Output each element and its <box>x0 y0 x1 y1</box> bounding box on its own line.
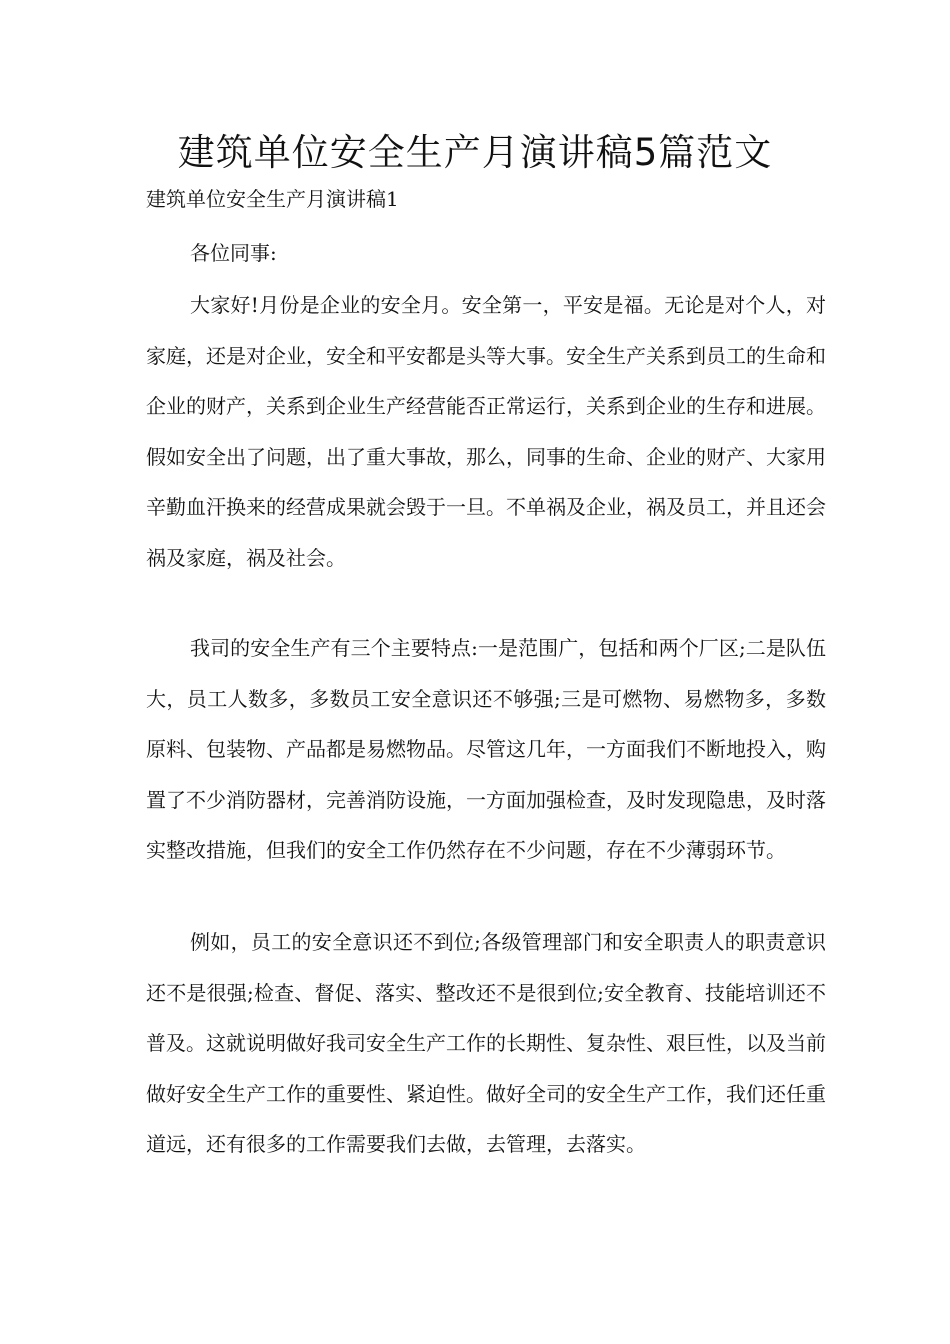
greeting: 各位同事: <box>190 241 277 265</box>
paragraph: 例如，员工的安全意识还不到位;各级管理部门和安全职责人的职责意识还不是很强;检查、督促、落实、整改还不是很到位;安全教育、技能培训还不普及。这就说明做好我司安全生产工作的长期性、复杂性、艰巨性，以及当前做好安全生产工作的重要性、紧迫性。做好全司的安全生产工作，我们还任重道远，还有很多的工作需要我们去做，去管理，去落实。 <box>146 930 826 1156</box>
paragraph: 我司的安全生产有三个主要特点:一是范围广，包括和两个厂区;二是队伍大，员工人数多，多数员工安全意识还不够强;三是可燃物、易燃物多，多数原料、包装物、产品都是易燃物品。尽管这几年，一方面我们不断地投入，购置了不少消防器材，完善消防设施，一方面加强检查，及时发现隐患，及时落实整改措施，但我们的安全工作仍然存在不少问题，存在不少薄弱环节。 <box>146 636 826 862</box>
paragraph: 大家好!月份是企业的安全月。安全第一，平安是福。无论是对个人，对家庭，还是对企业，安全和平安都是头等大事。安全生产关系到员工的生命和企业的财产，关系到企业生产经营能否正常运行，关系到企业的生存和进展。假如安全出了问题，出了重大事故，那么，同事的生命、企业的财产、大家用辛勤血汗换来的经营成果就会毁于一旦。不单祸及企业，祸及员工，并且还会祸及家庭，祸及社会。 <box>146 293 826 570</box>
document-subtitle: 建筑单位安全生产月演讲稿1 <box>146 187 399 211</box>
document-title: 建筑单位安全生产月演讲稿5篇范文 <box>177 131 773 174</box>
